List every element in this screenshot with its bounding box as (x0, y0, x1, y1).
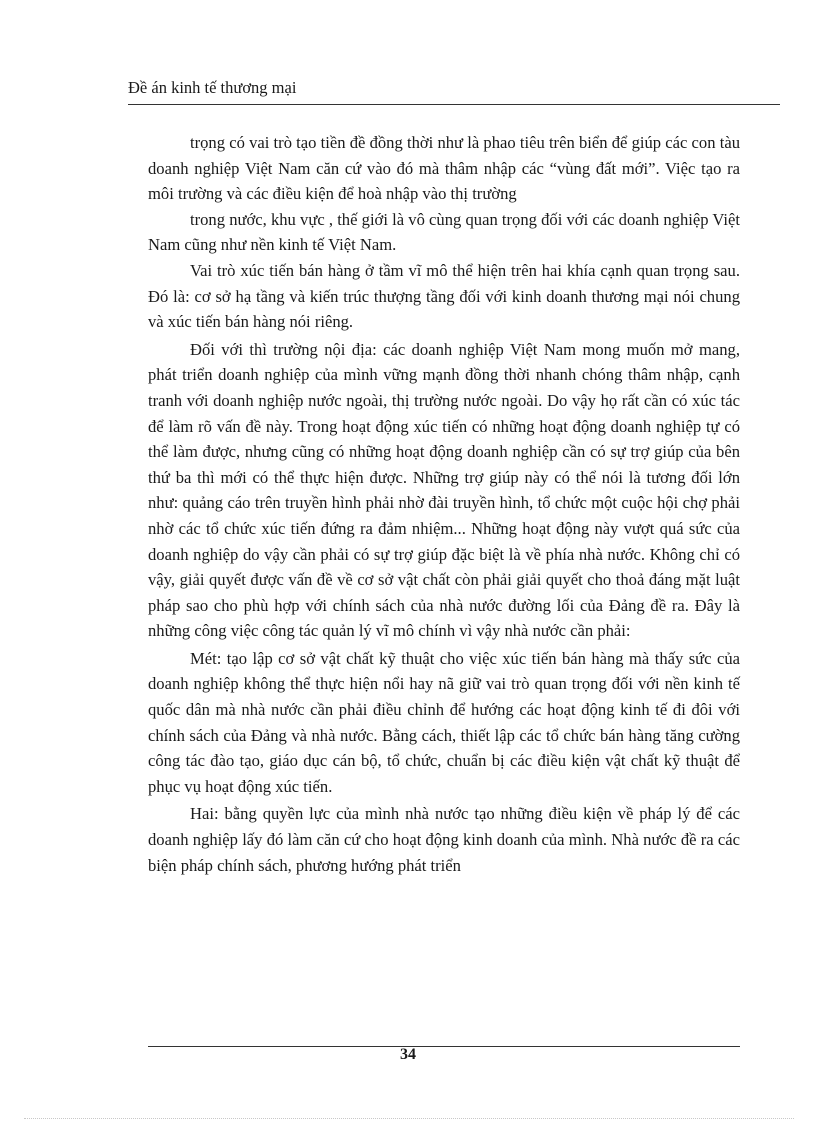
paragraph: trong nước, khu vực , thế giới là vô cùng quan trọng đối với các doanh nghiệp Việt Nam cũng như nền kinh tế Việt Nam. (148, 209, 740, 255)
page-number: 34 (400, 1046, 416, 1063)
paragraph: trọng có vai trò tạo tiền đề đồng thời như là phao tiêu trên biển để giúp các con tàu doanh nghiệp Việt Nam căn cứ vào đó mà thâm nhập các “vùng đất mới”. Việc tạo ra môi trường và các điều kiện để hoà nhập vào thị trường (148, 133, 740, 204)
document-body (148, 130, 740, 878)
document-title: Đề án kinh tế thương mại (128, 78, 297, 97)
page-edge-divider (24, 1118, 794, 1119)
paragraph: Mét: tạo lập cơ sở vật chất kỹ thuật cho việc xúc tiến bán hàng mà thấy sức của doanh nghiệp không thể thực hiện nổi hay nã giữ vai trò quan trọng đối với nền kinh tế quốc dân mà nhà nước cần phải điều chỉnh để hướng các hoạt động kinh tế đi đôi với chính sách của Đảng và nhà nước. Bằng cách, thiết lập các tổ chức bán hàng tăng cường công tác đào tạo, giáo dục cán bộ, tổ chức, chuẩn bị các điều kiện vật chất kỹ thuật để phục vụ hoạt động xúc tiến. (148, 648, 740, 796)
paragraph: Hai: bằng quyền lực của mình nhà nước tạo những điều kiện về pháp lý để các doanh nghiệp lấy đó làm căn cứ cho hoạt động kinh doanh của mình. Nhà nước đề ra các biện pháp chính sách, phương hướng phát triển (148, 804, 740, 875)
paragraph: Đối với thì trường nội địa: các doanh nghiệp Việt Nam mong muốn mở mang, phát triển doanh nghiệp của mình vững mạnh đồng thời nhanh chóng thâm nhập, cạnh tranh với doanh nghiệp nước ngoài, thị trường nước ngoài. Do vậy họ rất cần có xúc tác để làm rõ vấn đề này. Trong hoạt động xúc tiến có những hoạt động doanh nghiệp tự có thể làm được, nhưng cũng có những hoạt động doanh nghiệp cần có sự trợ giúp của bên thứ ba thì mới có thể thực hiện được. Những trợ giúp này có thể nói là tương đối lớn như: quảng cáo trên truyền hình phải nhờ đài truyền hình, tổ chức một cuộc hội chợ phải nhờ các tổ chức xúc tiến đứng ra đảm nhiệm... Những hoạt động này vượt quá sức của doanh nghiệp do vậy cần phải có sự trợ giúp đặc biệt là về phía nhà nước. Không chỉ có vậy, giải quyết được vấn đề về cơ sở vật chất còn phải giải quyết cho thoả đáng mặt luật pháp sao cho phù hợp với chính sách của nhà nước đường lối của Đảng đề ra. Đây là những công việc công tác quản lý vĩ mô chính vì vậy nhà nước cần phải: (148, 339, 740, 641)
paragraph: Vai trò xúc tiến bán hàng ở tầm vĩ mô thể hiện trên hai khía cạnh quan trọng sau. Đó là: cơ sở hạ tầng và kiến trúc thượng tầng đối với kinh doanh thương mại nói chung và xúc tiến bán hàng nói riêng. (148, 260, 740, 332)
header-divider (128, 104, 780, 105)
